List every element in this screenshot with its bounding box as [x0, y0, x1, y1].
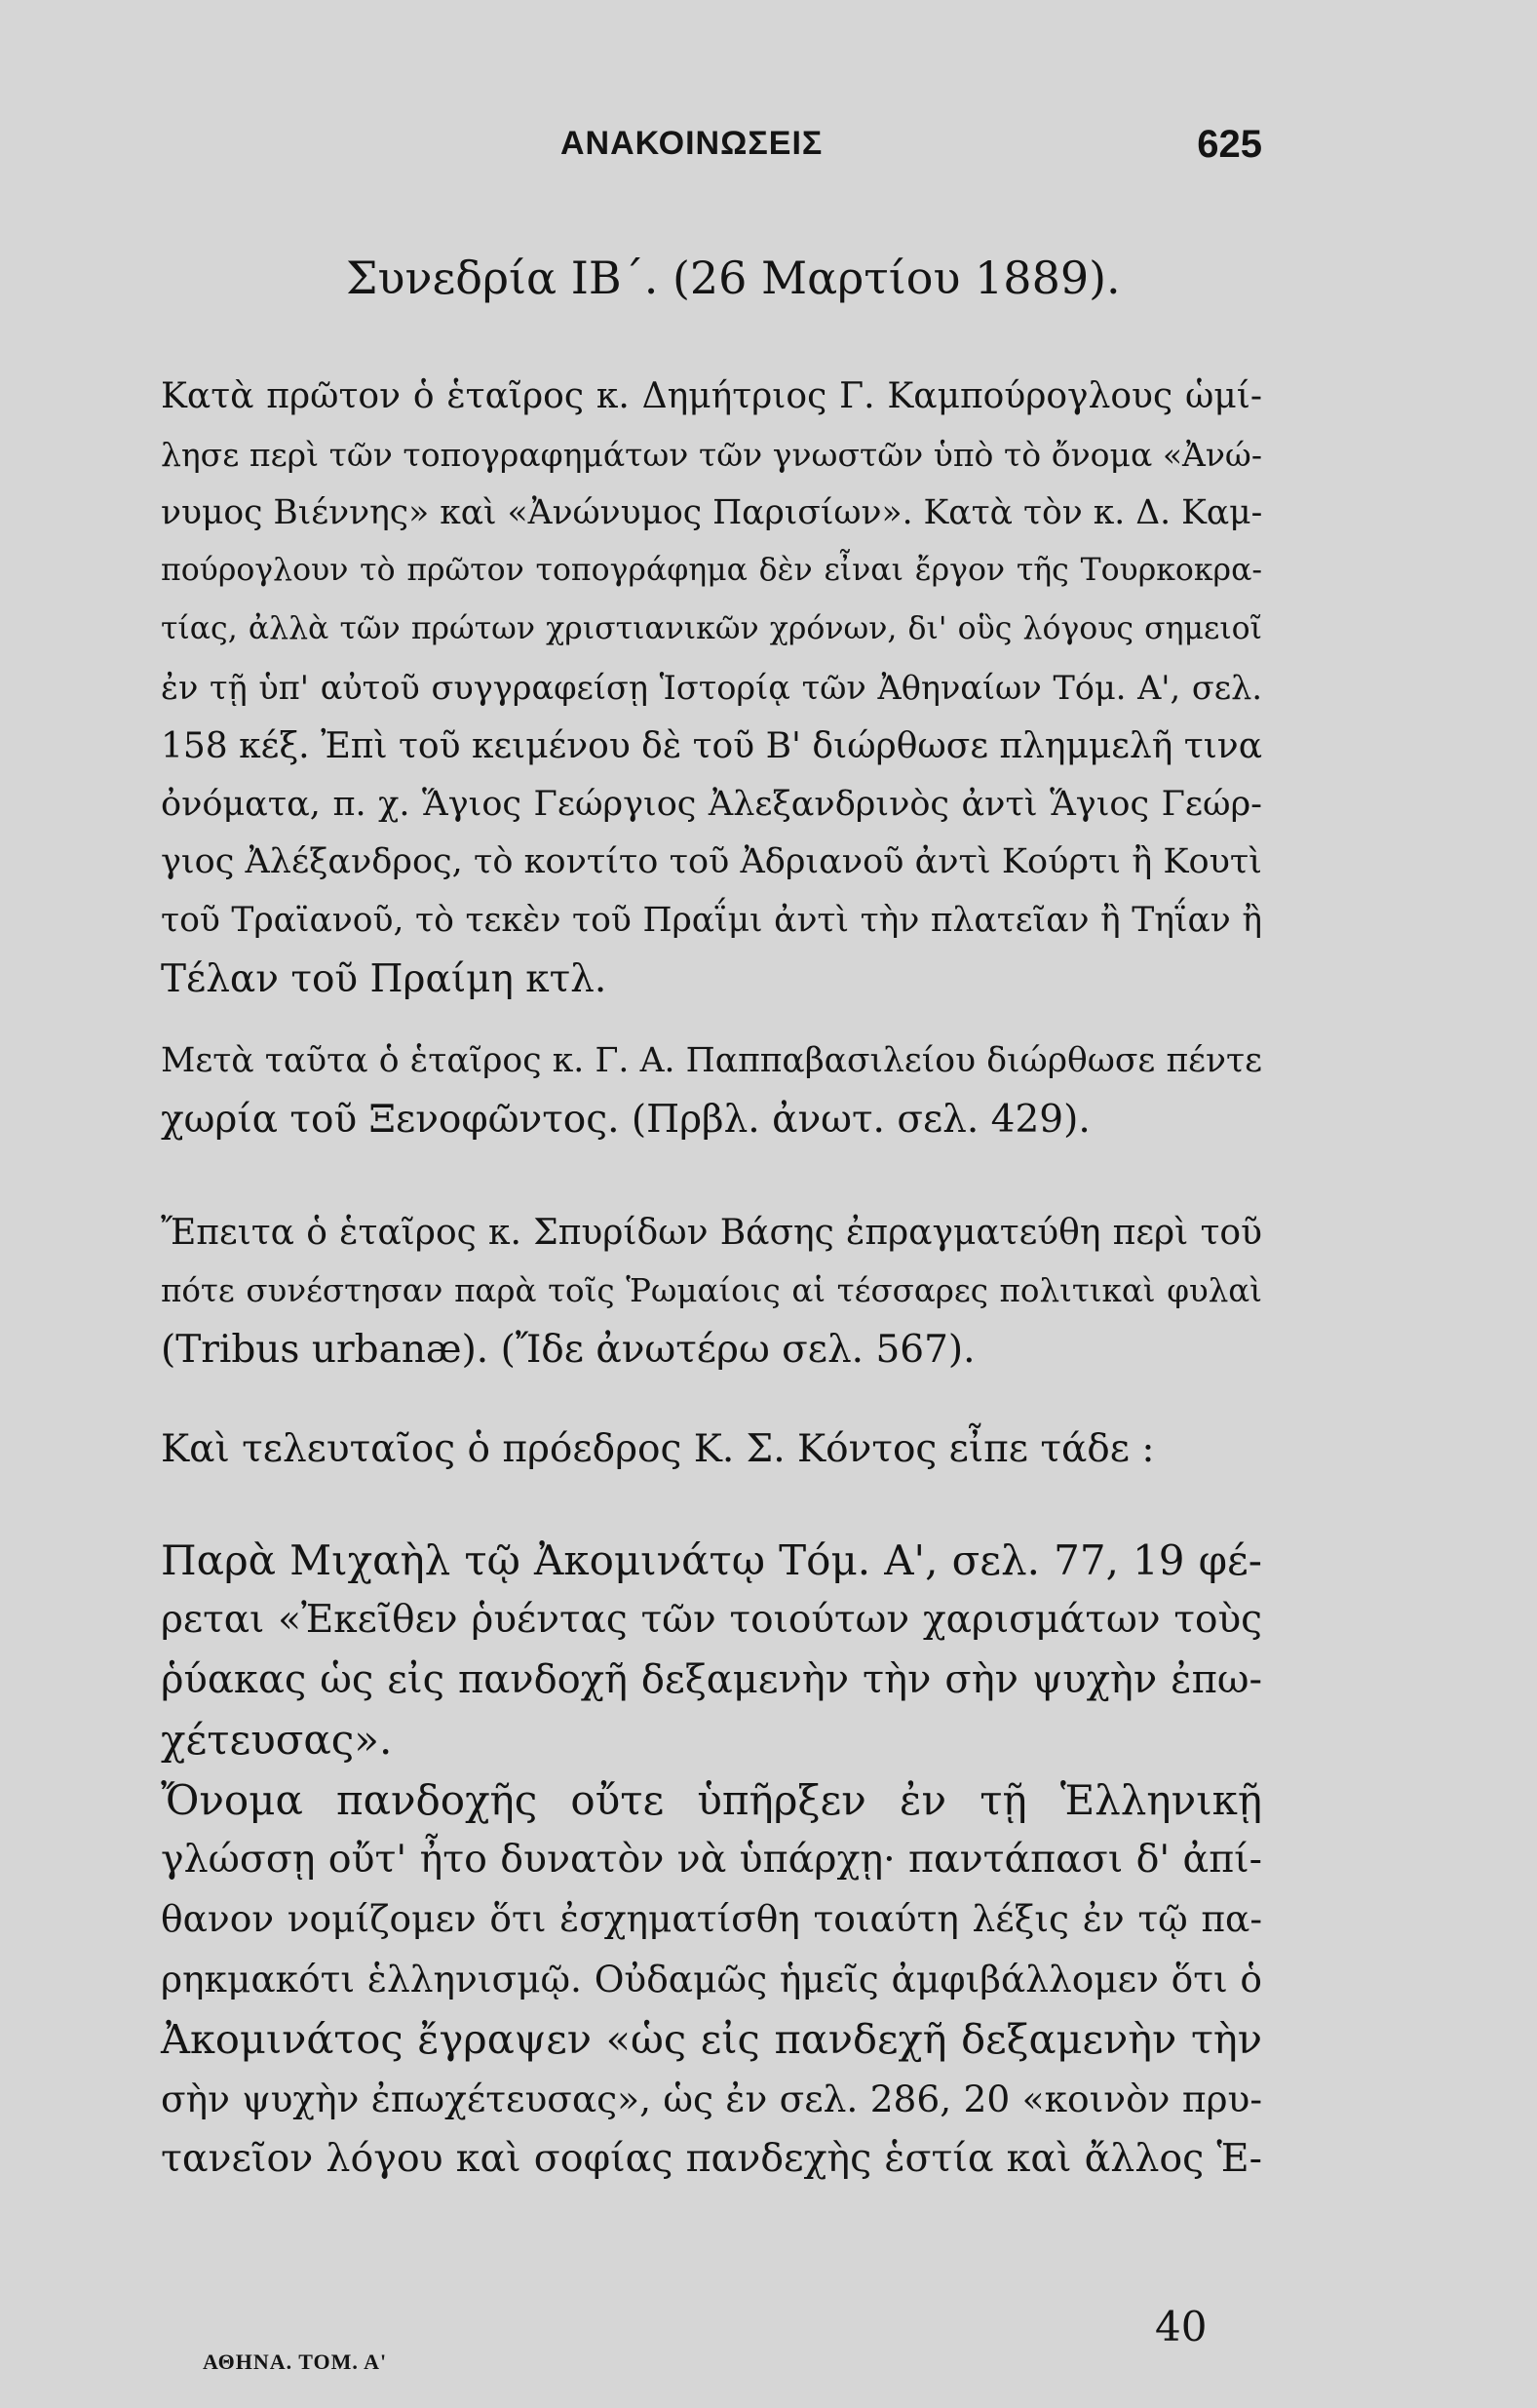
sheet-number: 40 — [1155, 2303, 1208, 2350]
text-line: Καὶ τελευταῖος ὁ πρόεδρος Κ. Σ. Κόντος εἶπε τάδε : — [161, 1427, 1155, 1471]
text-line: ὀνόματα, π. χ. Ἅγιος Γεώργιος Ἀλεξανδρινὸς ἀντὶ Ἅγιος Γεώρ- — [161, 784, 1262, 824]
text-line: σὴν ψυχὴν ἐπωχέτευσας», ὡς ἐν σελ. 286, 20 «κοινὸν πρυ- — [161, 2077, 1262, 2120]
text-line: λησε περὶ τῶν τοπογραφημάτων τῶν γνωστῶν ὑπὸ τὸ ὄνομα «Ἀνώ- — [161, 435, 1262, 474]
text-line: πότε συνέστησαν παρὰ τοῖς Ῥωμαίοις αἱ τέσσαρες πολιτικαὶ φυλαὶ — [161, 1271, 1262, 1309]
text-line: γιος Ἀλέξανδρος, τὸ κοντίτο τοῦ Ἀδριανοῦ ἀντὶ Κούρτι ἢ Κουτὶ — [161, 842, 1262, 882]
paragraph-kontos-speech — [161, 1531, 1262, 2189]
text-line: ἐν τῇ ὑπ' αὐτοῦ συγγραφείσῃ Ἱστορίᾳ τῶν Ἀθηναίων Τόμ. Α', σελ. — [161, 668, 1262, 707]
text-line: Ἔπειτα ὁ ἑταῖρος κ. Σπυρίδων Βάσης ἐπραγματεύθη περὶ τοῦ — [161, 1213, 1262, 1253]
text-line: ρηκμακότι ἑλληνισμῷ. Οὐδαμῶς ἡμεῖς ἀμφιβάλλομεν ὅτι ὁ — [161, 1957, 1262, 2000]
paragraph-vasis — [161, 1204, 1262, 1379]
text-line: Τέλαν τοῦ Πραίμη κτλ. — [161, 956, 607, 1001]
text-line: Μετὰ ταῦτα ὁ ἑταῖρος κ. Γ. Α. Παππαβασιλείου διώρθωσε πέντε — [161, 1041, 1262, 1080]
text-line: 158 κέξ. Ἐπὶ τοῦ κειμένου δὲ τοῦ Β' διώρθωσε πλημμελῆ τινα — [161, 725, 1262, 766]
text-line: χέτευσας». — [161, 1716, 393, 1765]
text-line: πούρογλουν τὸ πρῶτον τοπογράφημα δὲν εἶναι ἔργον τῆς Τουρκοκρα- — [161, 553, 1262, 589]
text-line: Ὄνομα πανδοχῆς οὔτε ὑπῆρξεν ἐν τῇ Ἑλληνικῇ — [161, 1775, 1262, 1824]
running-head — [161, 115, 1262, 174]
text-line: ῥύακας ὡς εἰς πανδοχῆ δεξαμενὴν τὴν σὴν ψυχὴν ἐπω- — [161, 1656, 1262, 1702]
paragraph-kontos-intro — [161, 1420, 1262, 1479]
text-line: τανεῖον λόγου καὶ σοφίας πανδεχὴς ἑστία καὶ ἄλλος Ἑ- — [161, 2135, 1262, 2181]
signature-mark: ΑΘΗΝΑ. ΤΟΜ. Α' — [203, 2350, 388, 2374]
text-line: γλώσσῃ οὔτ' ἦτο δυνατὸν νὰ ὑπάρχῃ· παντάπασι δ' ἀπί- — [161, 1836, 1262, 1882]
page-number: 625 — [1197, 123, 1262, 166]
session-heading: Συνεδρία ΙΒ΄. (26 Μαρτίου 1889). — [346, 252, 1121, 304]
text-line: τίας, ἀλλὰ τῶν πρώτων χριστιανικῶν χρόνων, δι' οὓς λόγους σημειοῖ — [161, 611, 1262, 647]
text-line: Παρὰ Μιχαὴλ τῷ Ἀκομινάτῳ Τόμ. Α', σελ. 77, 19 φέ- — [161, 1536, 1262, 1584]
text-line: ρεται «Ἐκεῖθεν ῥυέντας τῶν τοιούτων χαρισμάτων τοὺς — [161, 1598, 1262, 1643]
paragraph-pappavasileiou — [161, 1032, 1262, 1149]
paragraph-kampouroglous — [161, 368, 1262, 1009]
text-line: Κατὰ πρῶτον ὁ ἑταῖρος κ. Δημήτριος Γ. Καμπούρογλους ὡμί- — [161, 376, 1262, 416]
text-line: θανον νομίζομεν ὅτι ἐσχηματίσθη τοιαύτη λέξις ἐν τῷ πα- — [161, 1897, 1262, 1941]
text-line: Ἀκομινάτος ἔγραψεν «ὡς εἰς πανδεχῆ δεξαμενὴν τὴν — [161, 2015, 1262, 2064]
text-line: χωρία τοῦ Ξενοφῶντος. (Πρβλ. ἀνωτ. σελ. 429). — [161, 1097, 1091, 1142]
text-line: νυμος Βιέννης» καὶ «Ἀνώνυμος Παρισίων». Κατὰ τὸν κ. Δ. Καμ- — [161, 492, 1263, 532]
running-head-title: ΑΝΑΚΟΙΝΩΣΕΙΣ — [560, 125, 824, 162]
text-line: (Tribus urbanæ). (Ἴδε ἀνωτέρω σελ. 567). — [161, 1327, 976, 1372]
text-line: τοῦ Τραϊανοῦ, τὸ τεκὲν τοῦ Πραΐμι ἀντὶ τὴν πλατεῖαν ἢ Τηΐαν ἢ — [161, 901, 1262, 941]
